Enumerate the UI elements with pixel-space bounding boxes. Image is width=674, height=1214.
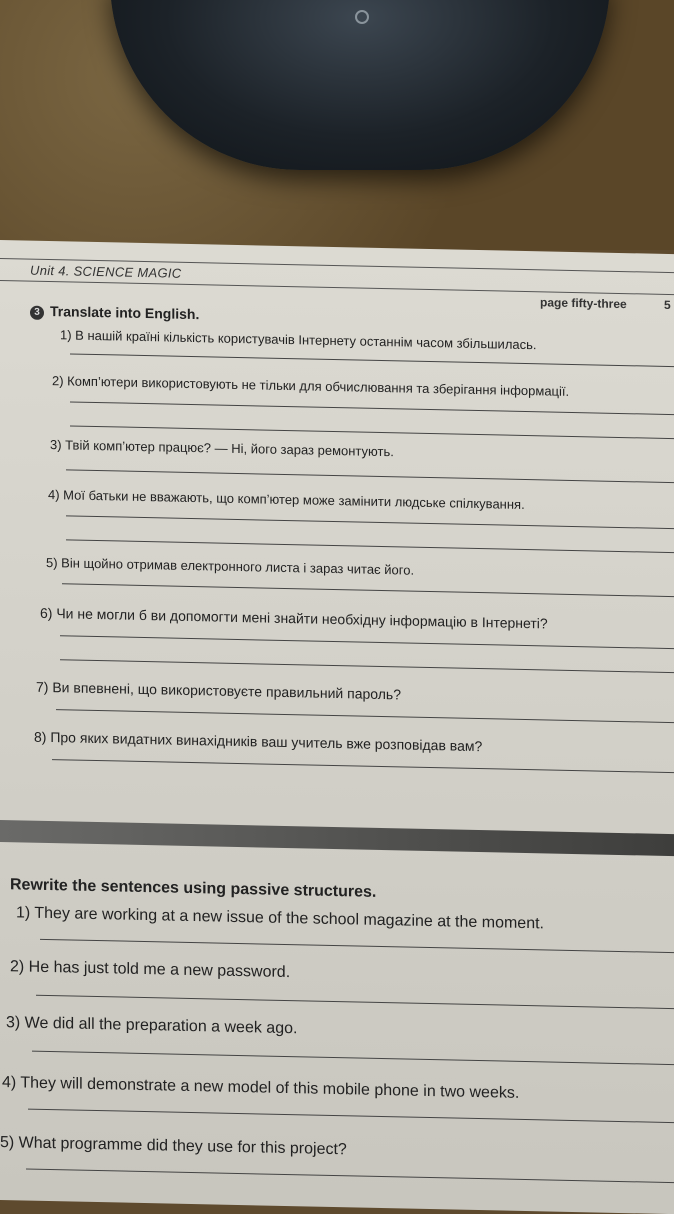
device-button-icon (355, 10, 369, 24)
page-number-text: page fifty-three (540, 295, 627, 312)
exercise2-item: 3) We did all the preparation a week ago. (6, 1014, 298, 1038)
answer-line[interactable] (70, 353, 674, 367)
exercise1-item: 6) Чи не могли б ви допомогти мені знайти необхідну інформацію в Інтернеті? (40, 604, 548, 632)
exercise1-item: 2) Комп’ютери використовують не тільки для обчислювання та зберігання інформації. (52, 373, 570, 399)
exercise2-item: 1) They are working at a new issue of the school magazine at the moment. (16, 904, 544, 933)
answer-line[interactable] (28, 1109, 674, 1124)
answer-line[interactable] (70, 401, 674, 415)
header-rule-mid (0, 280, 674, 295)
answer-line[interactable] (70, 425, 674, 439)
exercise1-title (30, 303, 199, 324)
exercise2-item: 2) He has just told me a new password. (10, 958, 291, 982)
exercise2-item: 4) They will demonstrate a new model of this mobile phone in two weeks. (2, 1074, 520, 1102)
answer-line[interactable] (40, 939, 674, 953)
exercise1-item: 5) Він щойно отримав електронного листа і зараз читає його. (46, 554, 415, 578)
unit-title: Unit 4. SCIENCE MAGIC (30, 262, 182, 281)
answer-line[interactable] (62, 583, 674, 597)
exercise2-item: 5) What programme did they use for this project? (0, 1134, 347, 1159)
exercise2-title: Rewrite the sentences using passive structures. (10, 876, 377, 901)
answer-line[interactable] (32, 1051, 674, 1065)
answer-line[interactable] (66, 539, 674, 553)
answer-line[interactable] (66, 469, 674, 483)
workbook-page (0, 240, 674, 1214)
exercise1-item: 7) Ви впевнені, що використовуєте правильний пароль? (36, 678, 401, 703)
section-divider-bar (0, 820, 674, 856)
answer-line[interactable] (60, 635, 674, 649)
answer-line[interactable] (52, 759, 674, 773)
exercise-number-badge: 3 (30, 306, 44, 320)
page-number-edge: 5 (664, 297, 671, 313)
answer-line[interactable] (60, 659, 674, 673)
exercise1-item: 4) Мої батьки не вважають, що комп’ютер може замінити людське спілкування. (48, 487, 525, 512)
answer-line[interactable] (36, 995, 674, 1009)
answer-line[interactable] (26, 1169, 674, 1184)
answer-line[interactable] (66, 515, 674, 529)
exercise1-title-text: Translate into English. (50, 303, 200, 323)
exercise1-item: 8) Про яких видатних винахідників ваш учитель вже розповідав вам? (34, 728, 483, 755)
exercise1-item: 1) В нашій країні кількість користувачів Інтернету останнім часом збільшилась. (60, 327, 537, 353)
answer-line[interactable] (56, 709, 674, 723)
exercise1-item: 3) Твій комп’ютер працює? — Ні, його зараз ремонтують. (50, 437, 394, 460)
